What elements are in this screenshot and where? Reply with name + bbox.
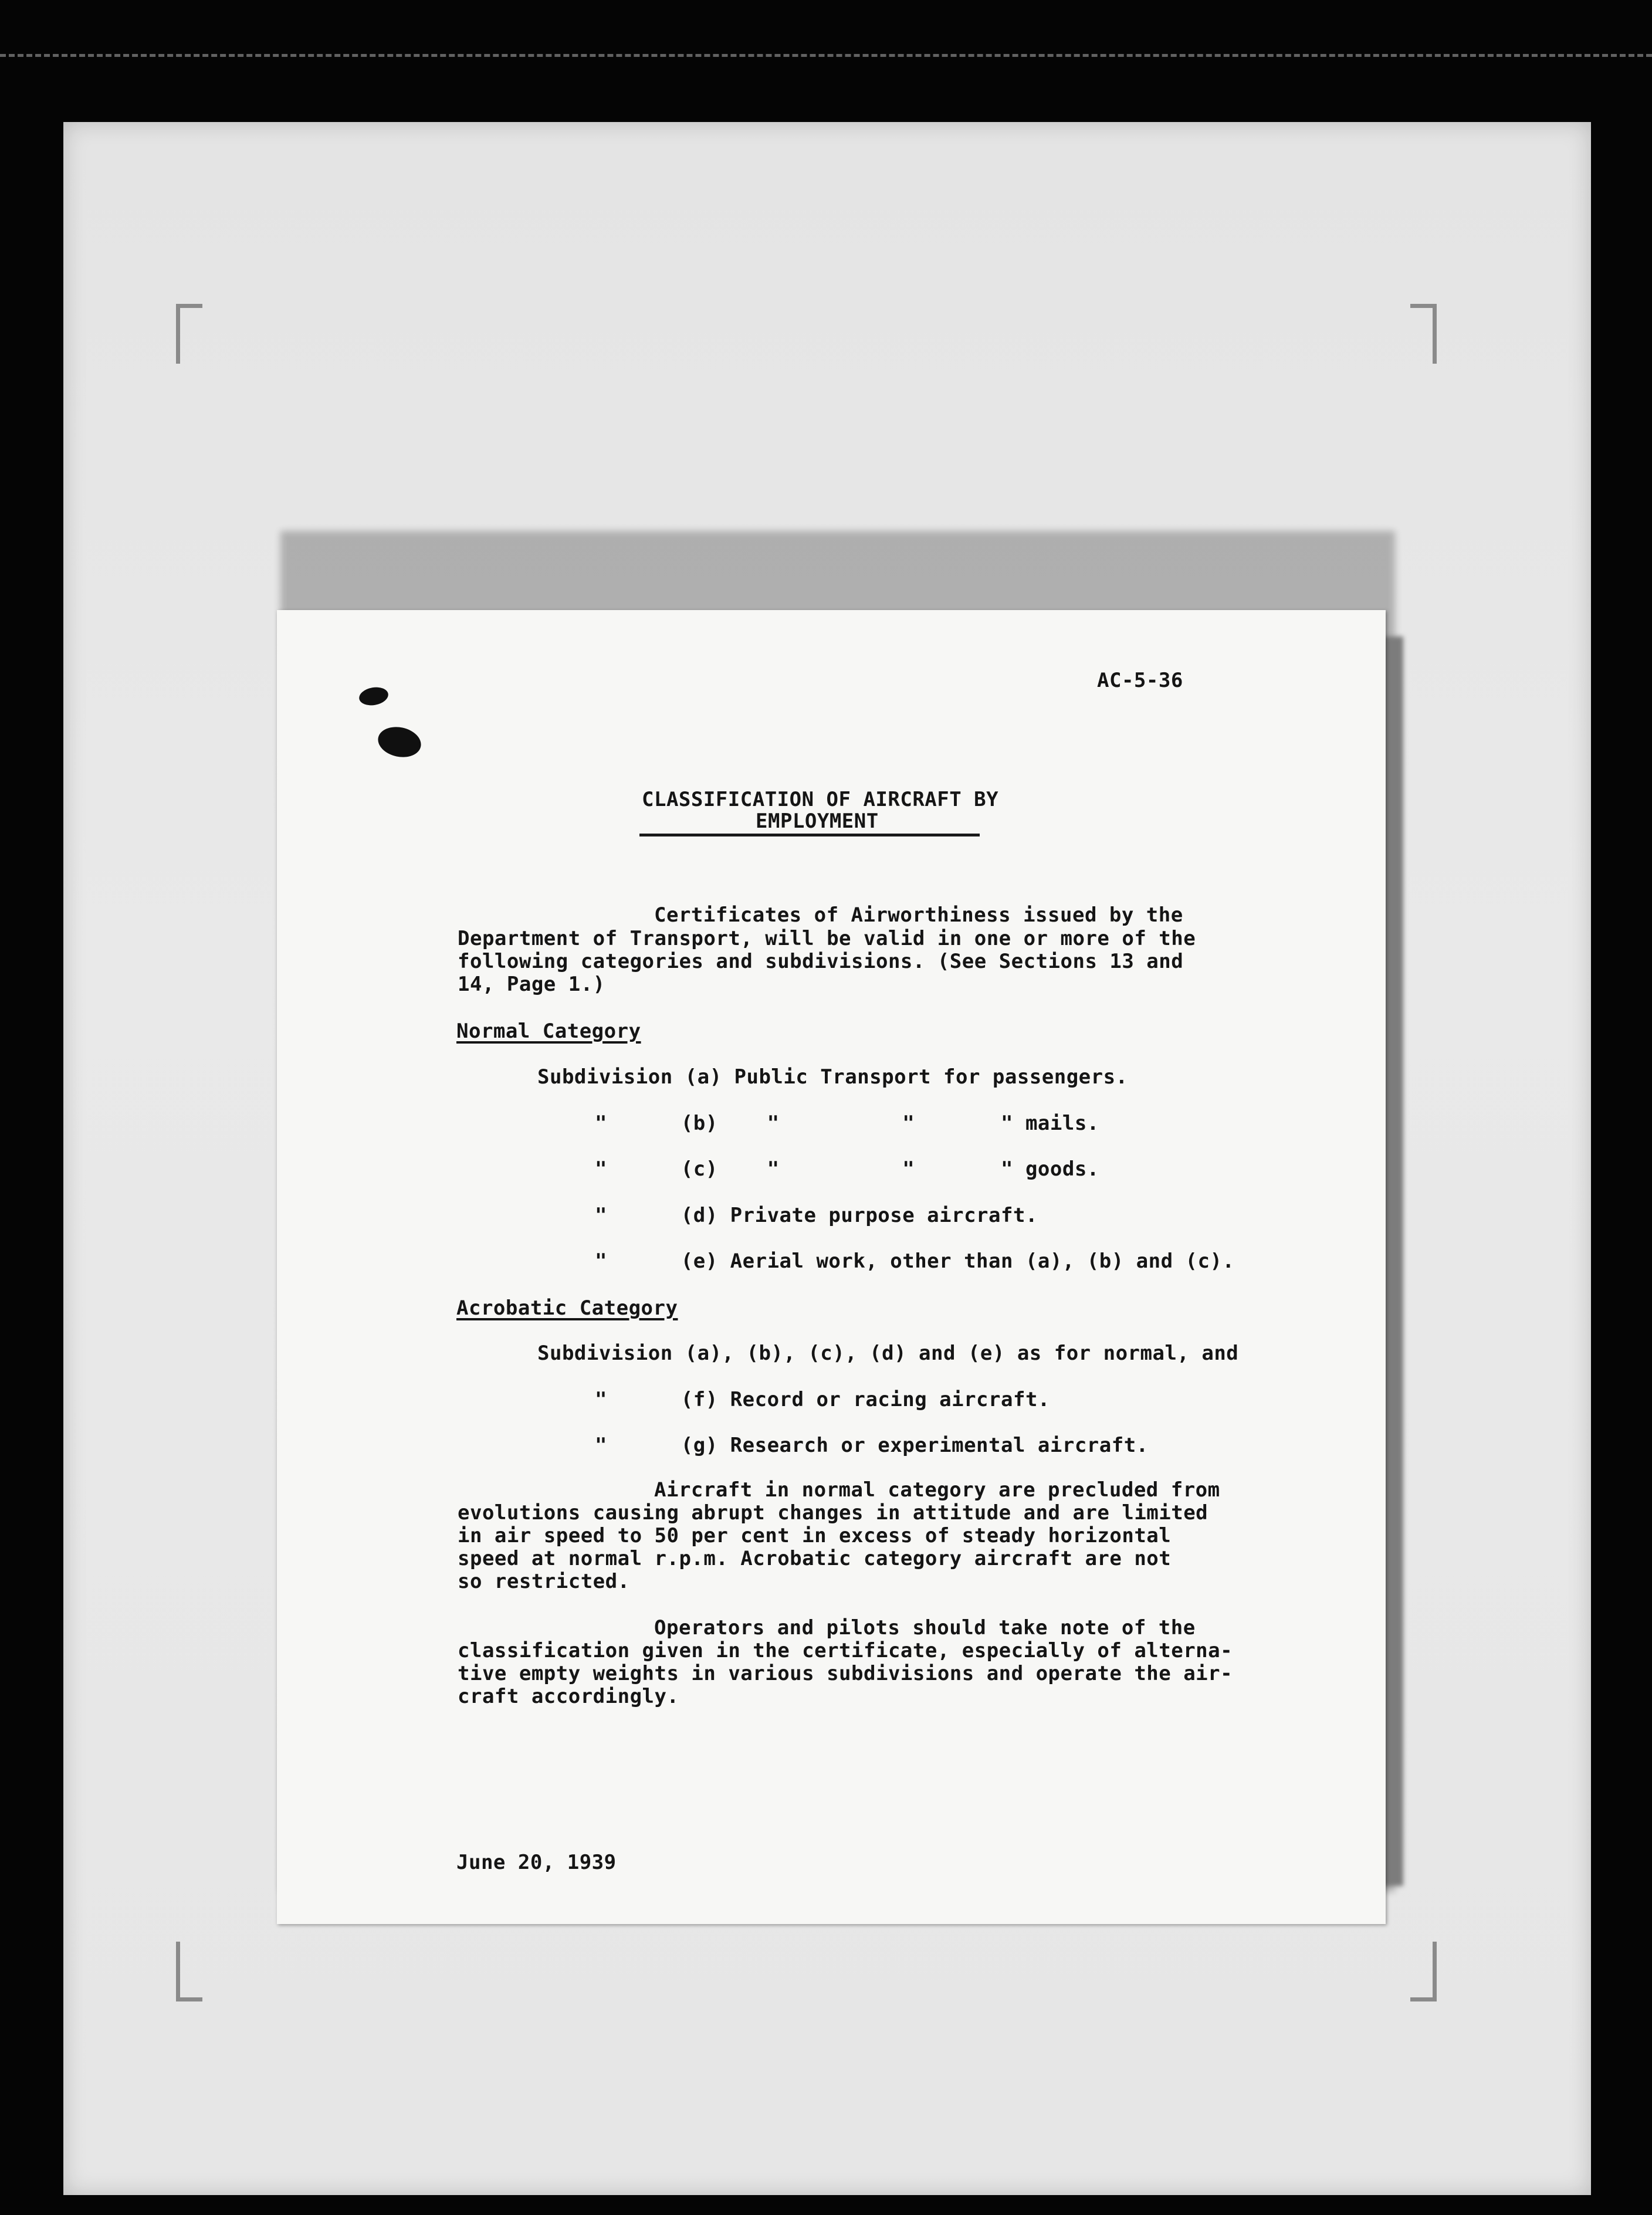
acrobatic-category-heading: Acrobatic Category: [456, 1296, 678, 1320]
paragraph-2-line-4: craft accordingly.: [458, 1685, 679, 1708]
acrobatic-item-a-e: Subdivision (a), (b), (c), (d) and (e) as for normal, and: [537, 1342, 1239, 1365]
paragraph-1-line-4: speed at normal r.p.m. Acrobatic category aircraft are not: [458, 1547, 1172, 1570]
normal-item-b: " (b) " " " mails.: [595, 1112, 1099, 1135]
scan-border-top: [0, 54, 1652, 57]
paragraph-2-line-1: Operators and pilots should take note of the: [654, 1616, 1196, 1640]
acrobatic-item-g: " (g) Research or experimental aircraft.: [595, 1434, 1149, 1457]
paragraph-1-line-1: Aircraft in normal category are precluded from: [654, 1478, 1220, 1502]
document-date: June 20, 1939: [456, 1851, 617, 1874]
intro-line-2: Department of Transport, will be valid in one or more of the: [458, 927, 1196, 950]
document-reference: AC-5-36: [1097, 669, 1183, 692]
normal-category-heading: Normal Category: [456, 1020, 641, 1043]
intro-line-3: following categories and subdivisions. (See Sections 13 and: [458, 950, 1184, 973]
paragraph-1-line-5: so restricted.: [458, 1570, 630, 1593]
title-line-1: CLASSIFICATION OF AIRCRAFT BY: [642, 788, 999, 811]
title-underline: [639, 834, 980, 836]
title-line-2: EMPLOYMENT: [756, 810, 879, 833]
normal-item-c: " (c) " " " goods.: [595, 1157, 1099, 1181]
paragraph-1-line-2: evolutions causing abrupt changes in attitude and are limited: [458, 1501, 1208, 1525]
normal-item-e: " (e) Aerial work, other than (a), (b) and (c).: [595, 1249, 1235, 1273]
crop-mark-top-right: [1410, 304, 1437, 364]
normal-item-a: Subdivision (a) Public Transport for passengers.: [537, 1065, 1128, 1089]
normal-item-d: " (d) Private purpose aircraft.: [595, 1204, 1038, 1227]
paragraph-2-line-3: tive empty weights in various subdivisions and operate the air-: [458, 1662, 1233, 1685]
paragraph-1-line-3: in air speed to 50 per cent in excess of steady horizontal: [458, 1524, 1172, 1547]
acrobatic-item-f: " (f) Record or racing aircraft.: [595, 1388, 1050, 1411]
intro-line-1: Certificates of Airworthiness issued by the: [654, 903, 1183, 927]
intro-line-4: 14, Page 1.): [458, 973, 605, 996]
paragraph-2-line-2: classification given in the certificate, especially of alterna-: [458, 1639, 1233, 1662]
crop-mark-top-left: [176, 304, 202, 364]
crop-mark-bottom-right: [1410, 1942, 1437, 2001]
crop-mark-bottom-left: [176, 1942, 202, 2001]
